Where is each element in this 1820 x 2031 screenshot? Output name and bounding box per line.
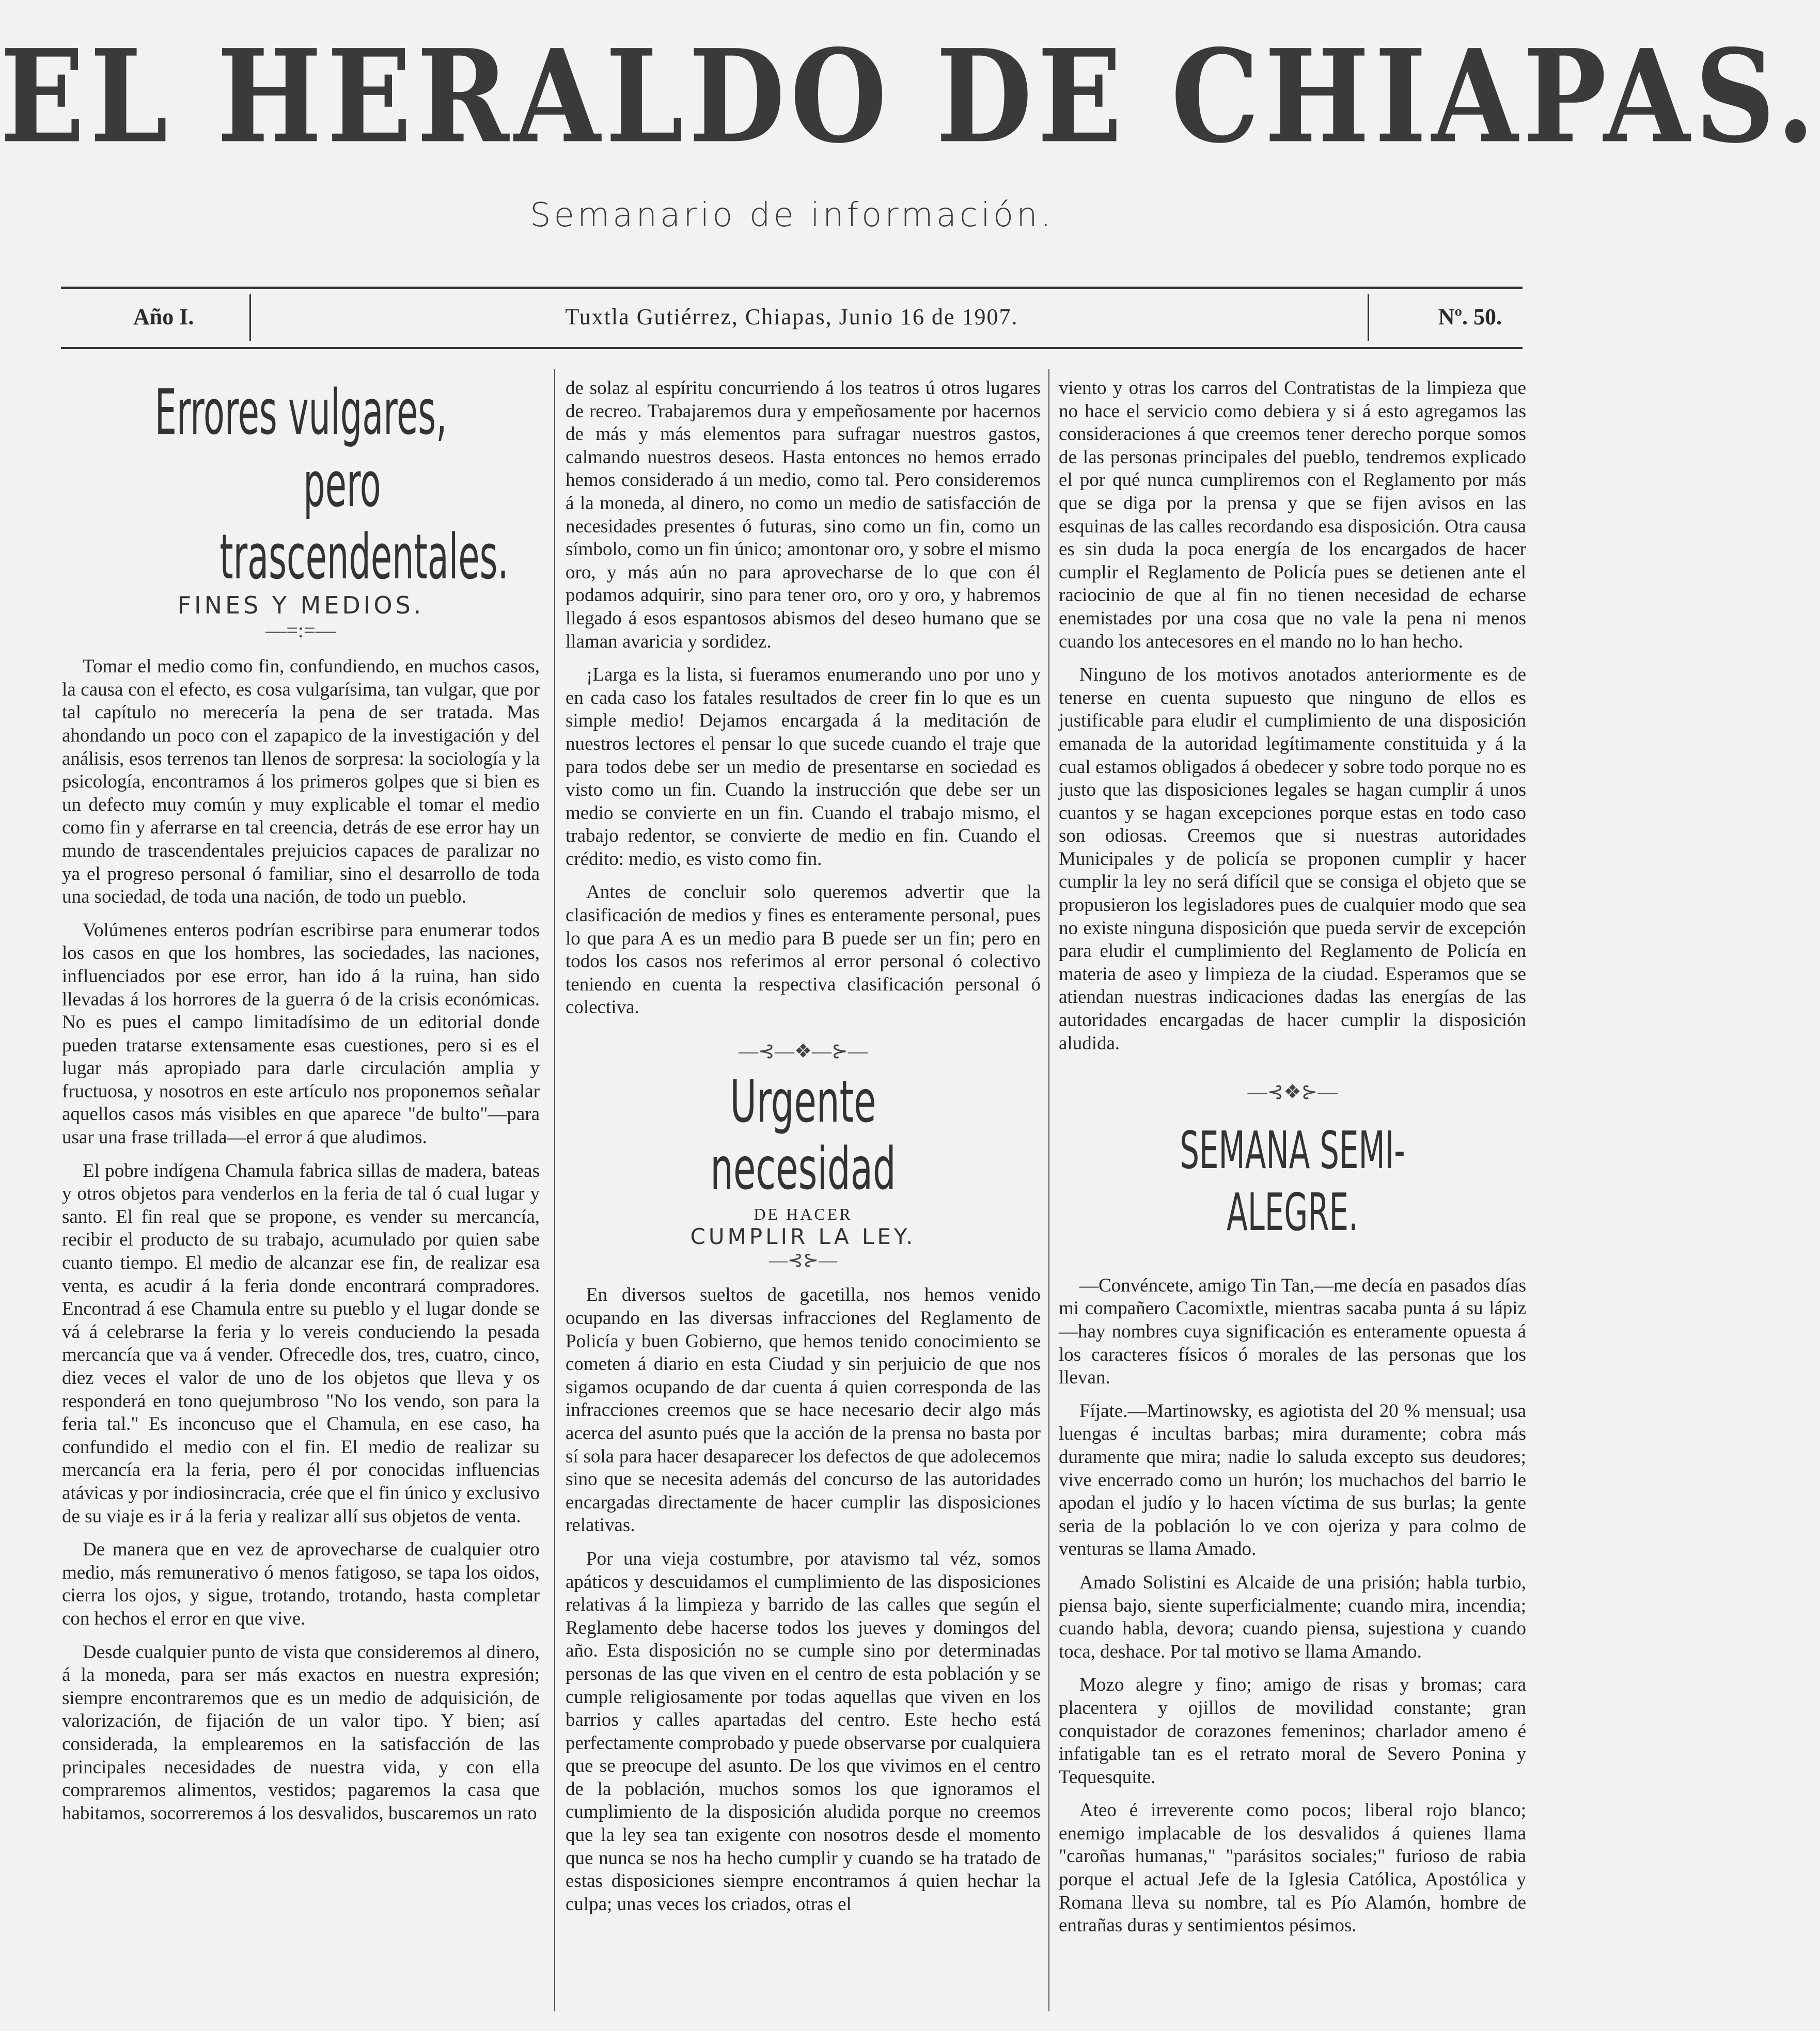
article-paragraph: El pobre indígena Chamula fabrica sillas de madera, bateas y otros objetos para venderlos en la feria de tal ó cual lugar y santo. El fin real que se propone, es vender su mercancía, recibir el producto de su trabajo, acumulado por quien sabe cuanto tiempo. El medio de alcanzar ese fin, de realizar esa venta, es acudir á la feria donde encontrará compradores. Encontrad á ese Chamula entre su pueblo y el lugar donde se vá á celebrarse la feria y lo vereis conduciendo la pesada mercancía que va á vender. Ofrecedle dos, tres, cuatro, cinco, diez veces el valor de uno de los objetos que lleva y os responderá en tono quejumbroso "No los vendo, son para la feria tal." Es inconcuso que el Chamula, en ese caso, ha confundido el medio con el fin. El medio de realizar su mercancía era la feria, pero él por conocidas influencias atávicas y por indiosincracia, crée que el fin único y exclusivo de su viaje es ir á la feria y realizar allí sus objetos de venta. xyxy=(62,1160,540,1527)
article-paragraph: ¡Larga es la lista, si fueramos enumerando uno por uno y en cada caso los fatales resultados de creer fin lo que es un simple medio! Dejamos encargada á la meditación de nuestros lectores el pensar lo que sucede cuando el traje que para todos debe ser un medio de presentarse en sociedad es visto como un fin. Cuando la instrucción que debe ser un medio se convierte en un fin. Cuando el trabajo mismo, el trabajo redentor, se convierte de medio en fin. Cuando el crédito: medio, es visto como fin. xyxy=(566,664,1041,870)
article-title: SEMANA SEMI-ALEGRE. xyxy=(1180,1120,1405,1242)
ornament-divider: —⊰❖⊱— xyxy=(1247,1081,1338,1104)
article-paragraph: Desde cualquier punto de vista que consideremos al dinero, á la moneda, para ser más exactos en nuestra expresión; siempre encontraremos que es un medio de adquisición, de valorización, de fijación de un valor tipo. Y bien; así considerada, la emplearemos en la satisfacción de las principales necesidades de nuestra vida, y con ella compraremos alimentos, vestidos; pagaremos la casa que habitamos, socorreremos á los desvalidos, buscaremos un rato xyxy=(62,1641,540,1824)
column-rule xyxy=(1048,369,1049,2011)
article-paragraph: Ateo é irreverente como pocos; liberal rojo blanco; enemigo implacable de los desvalidos á quienes llama "caroñas humanas," "parásitos sociales;" furioso de rabia porque el actual Jefe de la Iglesia Católica, Apostólica y Romana lleva su nombre, tal es Pío Alamón, hombre de entrañas duras y sentimientos pésimos. xyxy=(1059,1800,1526,1936)
masthead-rule-top xyxy=(61,287,1523,289)
article-paragraph: viento y otras los carros del Contratistas de la limpieza que no hace el servicio como debiera y si á esto agregamos las consideraciones á que creemos tener derecho porque somos de las personas principales del pueblo, tendremos explicado el por qué nunca cumpliremos con el Reglamento por más que se diga por la prensa y que se fijen avisos en las esquinas de las calles recordando esa disposición. Otra causa es sin duda la poca energía de los encargados de hacer cumplir el Reglamento de Policía pues se detienen ante el raciocinio de que al fin no tienen necesidad de echarse enemistades por una cosa que no vale la pena ni menos cuando los antecesores en el mando no lo han hecho. xyxy=(1059,377,1526,652)
article-paragraph: de solaz al espíritu concurriendo á los teatros ú otros lugares de recreo. Trabajaremos dura y empeñosamente por hacernos de más y más elementos para sufragar nuestros gastos, calmando nuestros deseos. Hasta entonces no hemos errado hemos considerado á un medio, como tal. Pero consideremos á la moneda, al dinero, no como un medio de satisfacción de necesidades presentes ó futuras, sino como un fin, como un símbolo, como un fin único; amontonar oro, y sobre el mismo oro, y más aún no para aprovecharse de lo que con él podamos adquirir, sino para tener oro, oro y oro, y habremos llegado á esos espantosos abismos del deseo humano que se llaman avaricia y sordidez. xyxy=(566,377,1041,652)
article-paragraph: De manera que en vez de aprovecharse de cualquier otro medio, más remunerativo ó menos fatigoso, se tapa los oidos, cierra los ojos, y sigue, trotando, trotando, hasta completar con hechos el error en que vive. xyxy=(62,1539,540,1629)
article-kicker: CUMPLIR LA LEY. xyxy=(690,1224,916,1250)
article-paragraph: —Convéncete, amigo Tin Tan,—me decía en pasados días mi compañero Cacomixtle, mientras sacaba punta á su lápiz—hay nombres cuya significación es enteramente opuesta á los caracteres físicos ó morales de las personas que los llevan. xyxy=(1059,1274,1526,1389)
article-paragraph: Por una vieja costumbre, por atavismo tal véz, somos apáticos y descuidamos el cumplimiento de las disposiciones relativas á la limpieza y barrido de las calles que según el Reglamento debe hacerse todos los jueves y domingos del año. Esta disposición no se cumple sino por determinadas personas de las que viven en el centro de esta población y se cumple religiosamente por todas aquellas que viven en los barrios y calles apartadas del centro. Este hecho está perfectamente comprobado y puede observarse por cualquiera que se preocupe del asunto. De los que vivimos en el centro de la población, muchos somos los que ignoramos el cumplimiento de la disposición aludida porque no creemos que la ley sea tan exigente con nosotros desde el momento que nunca se nos ha hecho cumplir y cuando se ha tratado de estas disposiciones siempre encontramos á quien hechar la culpa; unas veces los criados, otras el xyxy=(566,1548,1041,1915)
issue-year: Año I. xyxy=(133,304,194,329)
ornament-divider: —⊰⊱— xyxy=(768,1249,838,1270)
article-title-line-1: Errores vulgares, xyxy=(154,377,447,449)
ornament-divider: —=:=— xyxy=(265,618,336,642)
article-paragraph: Mozo alegre y fino; amigo de risas y bromas; cara placentera y ojillos de movilidad constante; gran conquistador de corazones femeninos; charlador ameno é infatigable tan es el retrato moral de Severo Ponina y Tequesquite. xyxy=(1059,1674,1526,1788)
article-paragraph: Fíjate.—Martinowsky, es agiotista del 20 % mensual; usa luengas é incultas barbas; mira duramente; cobra más duramente que mira; nadie lo saluda excepto sus deudores; vive encerrado como un hurón; los muchachos del barrio le apodan el judío y lo hacen víctima de sus burlas; la gente seria de la población lo ve con ojeriza y para colmo de venturas se llama Amado. xyxy=(1059,1400,1526,1560)
column-2 xyxy=(566,377,1041,1926)
ornament-divider: —⊰—❖—⊱— xyxy=(739,1041,868,1063)
article-paragraph: Amado Solistini es Alcaide de una prisión; habla turbio, piensa bajo, siente superficialmente; cuando mira, incendia; cuando habla, devora; cuando piensa, sujestiona y cuando toca, deshace. Por tal motivo se llama Amando. xyxy=(1059,1571,1526,1662)
newspaper-subtitle: Semanario de información. xyxy=(529,196,1055,234)
column-1 xyxy=(62,367,540,1835)
newspaper-title: EL HERALDO DE CHIAPAS. xyxy=(0,21,1820,171)
article-kicker: DE HACER xyxy=(754,1204,853,1223)
article-subtitle: FINES Y MEDIOS. xyxy=(177,591,425,619)
issue-info-bar xyxy=(61,294,1523,341)
article-title: Urgente necesidad xyxy=(710,1068,896,1203)
article-paragraph: En diversos sueltos de gacetilla, nos hemos venido ocupando en las diversas infracciones del Reglamento de Policía y buen Gobierno, que hemos tenido conocimiento se cometen á diario en esta Ciudad y sin perjuicio de que nos sigamos ocupando de dar cuenta á quien corresponda de las infracciones creemos que se hace necesario decir algo más acerca del asunto pués que la acción de la prensa no basta por sí sola para hacer desaparecer los defectos de que adolecemos sino que se necesita además del concurso de las autoridades encargadas directamente de hacer cumplir las disposiciones relativas. xyxy=(566,1284,1041,1536)
article-paragraph: Tomar el medio como fin, confundiendo, en muchos casos, la causa con el efecto, es cosa vulgarísima, tan vulgar, que por tal capítulo no merecería la pena de ser tratada. Mas ahondando un poco con el zapapico de la investigación y del análisis, esos terrenos tan llenos de sorpresa: la sociología y la psicología, encontramos á los primeros golpes que si bien es un defecto muy común y muy explicable el tomar el medio como fin y aferrarse en tal creencia, detrás de ese error hay un mundo de trascendentales prejuicios capaces de paralizar no ya el progreso personal ó familiar, sino el desarrollo de toda una sociedad, de toda una nación, de todo un pueblo. xyxy=(62,656,540,908)
column-rule xyxy=(554,369,555,2011)
issue-date: Tuxtla Gutiérrez, Chiapas, Junio 16 de 1907. xyxy=(565,304,1018,329)
issue-number: Nº. 50. xyxy=(1438,304,1502,329)
article-paragraph: Ninguno de los motivos anotados anteriormente es de tenerse en cuenta supuesto que ninguno de ellos es justificable para eludir el cumplimiento de una disposición emanada de la autoridad legítimamente constituida y á la cual estamos obligados á obedecer y sobre todo porque no es justo que las disposiciones legales se hagan cumplir á unos cuantos y se hagan excepciones porque estas en todo caso son odiosas. Creemos que si nuestras autoridades Municipales y de policía se proponen cumplir y hacer cumplir la ley no será difícil que se consiga el objeto que se propusieron los legisladores pues de cualquier modo que sea no existe ninguna disposición que pueda servir de excepción para eludir el cumplimiento del Reglamento de Policía en materia de aseo y limpieza de la ciudad. Esperamos que se atiendan nuestras indicaciones dadas las energías de las autoridades encargadas de hacer cumplir la disposición aludida. xyxy=(1059,664,1526,1054)
article-title-line-2: pero trascendentales. xyxy=(219,449,509,593)
column-3 xyxy=(1059,377,1526,1948)
masthead-rule-bottom xyxy=(61,347,1523,349)
article-paragraph: Antes de concluir solo queremos advertir que la clasificación de medios y fines es enteramente personal, pues lo que para A es un medio para B puede ser un fin; pero en todos los casos nos referimos al error personal ó colectivo teniendo en cuenta la respectiva clasificación personal ó colectiva. xyxy=(566,881,1041,1018)
article-paragraph: Volúmenes enteros podrían escribirse para enumerar todos los casos en que los hombres, las sociedades, las naciones, influenciados por ese error, han ido á la ruina, han sido llevadas á los horrores de la guerra ó de la crisis económicas. No es pues el campo limitadísimo de un editorial donde pueden tratarse extensamente esas cuestiones, pero si es el lugar más apropiado para darle circulación amplia y fructuosa, y nosotros en este artículo nos proponemos señalar aquellos casos más visibles en que aparece "de bulto"—para usar una frase trillada—el error á que aludimos. xyxy=(62,919,540,1148)
